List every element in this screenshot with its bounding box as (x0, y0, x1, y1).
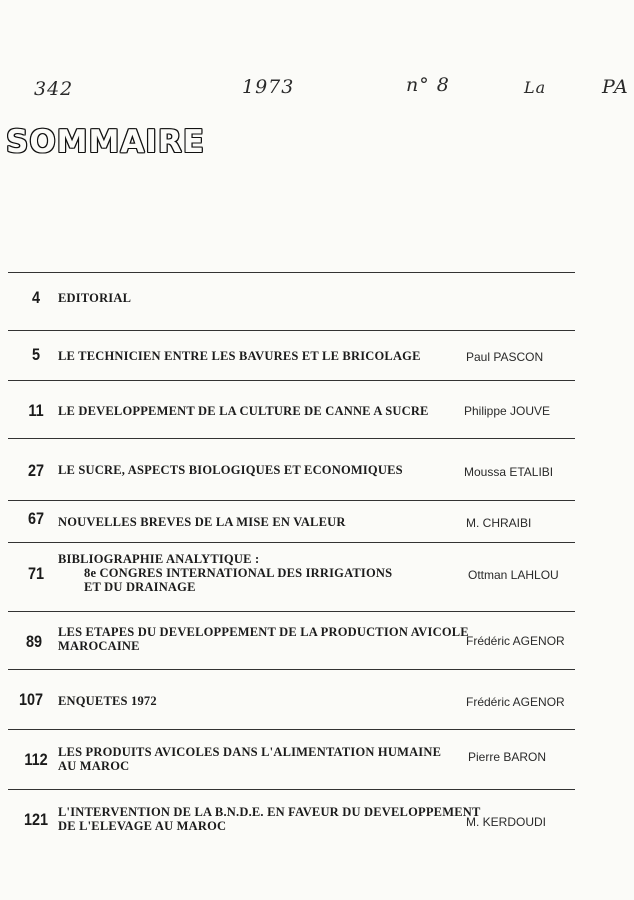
toc-page-number: 5 (31, 345, 41, 364)
divider (8, 669, 575, 670)
toc-article-title: BIBLIOGRAPHIE ANALYTIQUE : 8e CONGRES INTERNATIONAL DES IRRIGATIONS ET DU DRAINAGE (58, 552, 393, 594)
toc-article-title: EDITORIAL (58, 291, 132, 305)
toc-article-title: LES ETAPES DU DEVELOPPEMENT DE LA PRODUCTION AVICOLE MAROCAINE (58, 625, 469, 653)
toc-author: Paul PASCON (466, 350, 544, 364)
divider (8, 542, 575, 543)
handwritten-reference-number: 342 (34, 78, 74, 100)
handwritten-year: 1973 (242, 76, 295, 98)
handwritten-pa: PA (602, 76, 629, 98)
divider (8, 330, 575, 331)
divider (8, 789, 575, 790)
toc-author: Philippe JOUVE (464, 404, 551, 418)
toc-article-title: L'INTERVENTION DE LA B.N.D.E. EN FAVEUR DU DEVELOPPEMENT DE L'ELEVAGE AU MAROC (58, 805, 481, 833)
divider (8, 438, 575, 439)
toc-page-number: 112 (24, 750, 48, 769)
toc-page-number: 11 (28, 401, 44, 420)
toc-author: Pierre BARON (468, 750, 547, 764)
toc-author: M. CHRAIBI (466, 516, 532, 530)
toc-article-title: LE TECHNICIEN ENTRE LES BAVURES ET LE BRICOLAGE (58, 349, 421, 363)
divider (8, 729, 575, 730)
toc-author: Ottman LAHLOU (468, 568, 559, 582)
toc-author: Moussa ETALIBI (464, 465, 554, 479)
toc-page-number: 89 (25, 632, 43, 651)
divider (8, 380, 575, 381)
toc-author: Frédéric AGENOR (466, 634, 565, 648)
divider (8, 611, 575, 612)
toc-article-title: ENQUETES 1972 (58, 694, 157, 708)
divider (8, 500, 575, 501)
toc-article-title: LE SUCRE, ASPECTS BIOLOGIQUES ET ECONOMIQUES (58, 463, 403, 477)
toc-page-number: 121 (23, 810, 49, 829)
handwritten-issue-number: n° 8 (406, 74, 450, 96)
page-title: SOMMAIRE (6, 124, 205, 160)
toc-article-title: LE DEVELOPPEMENT DE LA CULTURE DE CANNE A SUCRE (58, 404, 429, 418)
handwritten-la: La (524, 78, 547, 97)
divider (8, 272, 575, 273)
toc-article-title: NOUVELLES BREVES DE LA MISE EN VALEUR (58, 515, 346, 529)
toc-page-number: 4 (31, 288, 41, 307)
toc-author: M. KERDOUDI (466, 815, 547, 829)
toc-page-number: 107 (18, 690, 44, 709)
toc-page-number: 67 (27, 509, 45, 528)
toc-page-number: 27 (27, 461, 45, 480)
toc-author: Frédéric AGENOR (466, 695, 565, 709)
toc-article-title: LES PRODUITS AVICOLES DANS L'ALIMENTATION HUMAINE AU MAROC (58, 745, 442, 773)
toc-page-number: 71 (27, 564, 45, 583)
